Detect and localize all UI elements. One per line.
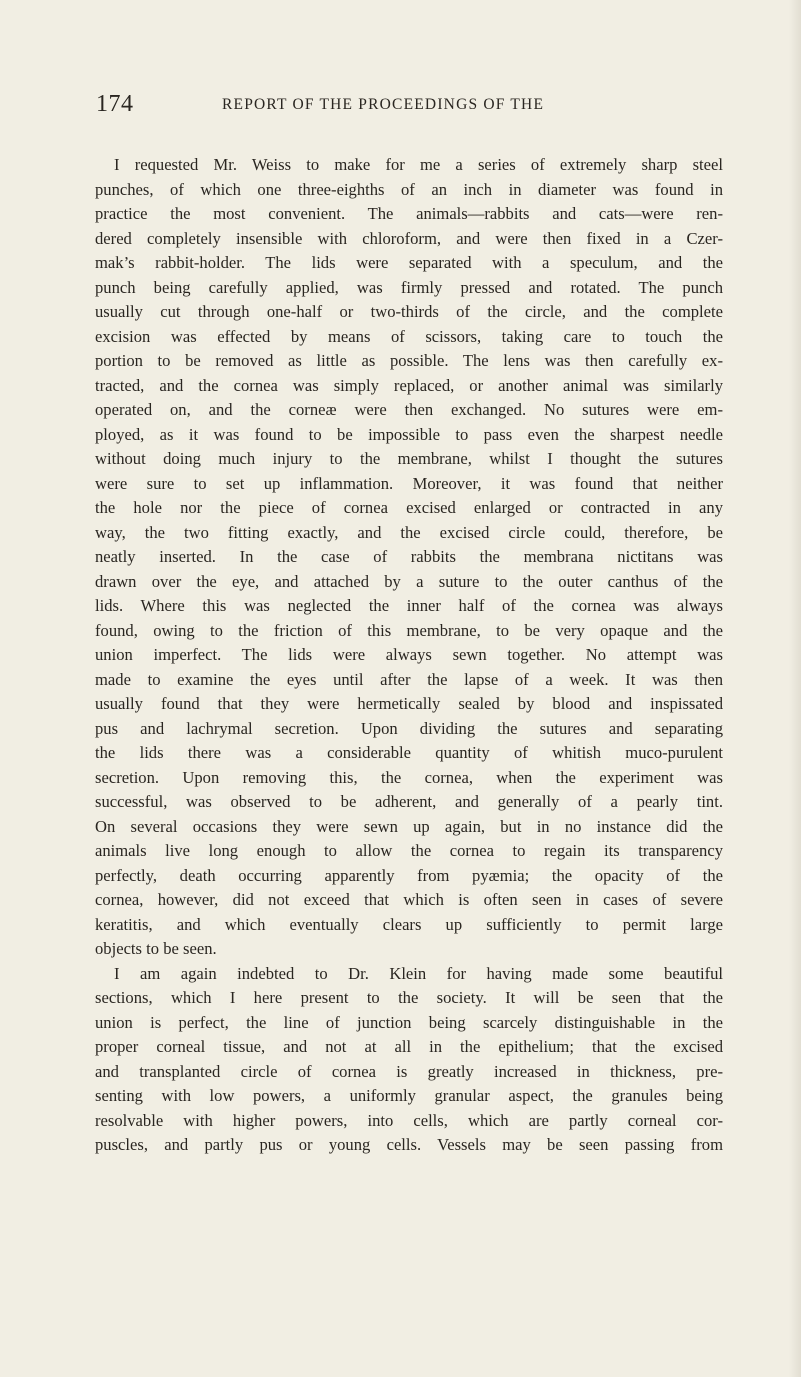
text-line: I am again indebted to Dr. Klein for having made some beautiful — [114, 963, 723, 983]
text-line: cornea, however, did not exceed that which is often seen in cases of severe — [95, 890, 723, 909]
text-line: and transplanted circle of cornea is greatly increased in thickness, pre- — [95, 1061, 723, 1081]
text-line: perfectly, death occurring apparently from pyæmia; the opacity of the — [95, 865, 723, 885]
text-line: excision was effected by means of scissors, taking care to touch the — [95, 326, 723, 346]
page-edge-shadow — [789, 0, 801, 1377]
text-line: union imperfect. The lids were always sewn together. No attempt was — [95, 645, 723, 664]
page-number: 174 — [96, 91, 134, 117]
text-line: punches, of which one three-eighths of an inch in diameter was found in — [95, 179, 723, 199]
text-line: way, the two fitting exactly, and the excised circle could, therefore, be — [95, 522, 723, 542]
text-line: successful, was observed to be adherent, and generally of a pearly tint. — [95, 792, 723, 811]
paragraph-2 — [95, 962, 723, 1158]
text-line: On several occasions they were sewn up again, but in no instance did the — [95, 816, 723, 836]
text-line: senting with low powers, a uniformly granular aspect, the granules being — [95, 1086, 723, 1105]
text-line: pus and lachrymal secretion. Upon dividing the sutures and separating — [95, 718, 723, 738]
text-line: made to examine the eyes until after the lapse of a week. It was then — [95, 669, 723, 689]
text-line: practice the most convenient. The animals—rabbits and cats—were ren- — [95, 204, 723, 223]
text-line: usually cut through one-half or two-thirds of the circle, and the complete — [95, 302, 723, 321]
text-line: sections, which I here present to the society. It will be seen that the — [95, 988, 723, 1007]
paragraph-1 — [95, 153, 723, 962]
text-line: operated on, and the corneæ were then exchanged. No sutures were em- — [95, 400, 723, 419]
text-line: punch being carefully applied, was firmly pressed and rotated. The punch — [95, 277, 723, 297]
text-line: animals live long enough to allow the cornea to regain its transparency — [95, 841, 723, 860]
text-line: portion to be removed as little as possible. The lens was then carefully ex- — [95, 351, 723, 370]
running-head: REPORT OF THE PROCEEDINGS OF THE — [222, 96, 545, 113]
text-line: tracted, and the cornea was simply replaced, or another animal was similarly — [95, 375, 723, 395]
text-line: proper corneal tissue, and not at all in the epithelium; that the excised — [95, 1037, 723, 1056]
text-line: secretion. Upon removing this, the cornea, when the experiment was — [95, 767, 723, 787]
text-line: without doing much injury to the membrane, whilst I thought the sutures — [95, 449, 723, 468]
text-line: lids. Where this was neglected the inner half of the cornea was always — [95, 596, 723, 615]
text-line: drawn over the eye, and attached by a suture to the outer canthus of the — [95, 571, 723, 591]
text-line: ployed, as it was found to be impossible to pass even the sharpest needle — [95, 424, 723, 444]
text-line: neatly inserted. In the case of rabbits the membrana nictitans was — [95, 547, 723, 566]
text-line: the lids there was a considerable quantity of whitish muco-purulent — [95, 743, 723, 762]
text-line: resolvable with higher powers, into cells, which are partly corneal cor- — [95, 1110, 723, 1130]
text-line: dered completely insensible with chloroform, and were then fixed in a Czer- — [95, 228, 723, 248]
text-line: I requested Mr. Weiss to make for me a series of extremely sharp steel — [114, 155, 723, 174]
body-text — [95, 153, 723, 1158]
text-line: the hole nor the piece of cornea excised enlarged or contracted in any — [95, 498, 723, 517]
text-line: puscles, and partly pus or young cells. Vessels may be seen passing from — [95, 1135, 723, 1154]
text-line: objects to be seen. — [95, 939, 217, 958]
text-line: usually found that they were hermetically sealed by blood and inspissated — [95, 694, 723, 713]
text-line: keratitis, and which eventually clears up sufficiently to permit large — [95, 914, 723, 934]
text-line: were sure to set up inflammation. Moreover, it was found that neither — [95, 473, 723, 493]
text-line: union is perfect, the line of junction being scarcely distinguishable in the — [95, 1012, 723, 1032]
text-line: found, owing to the friction of this membrane, to be very opaque and the — [95, 620, 723, 640]
text-line: mak’s rabbit-holder. The lids were separated with a speculum, and the — [95, 253, 723, 272]
